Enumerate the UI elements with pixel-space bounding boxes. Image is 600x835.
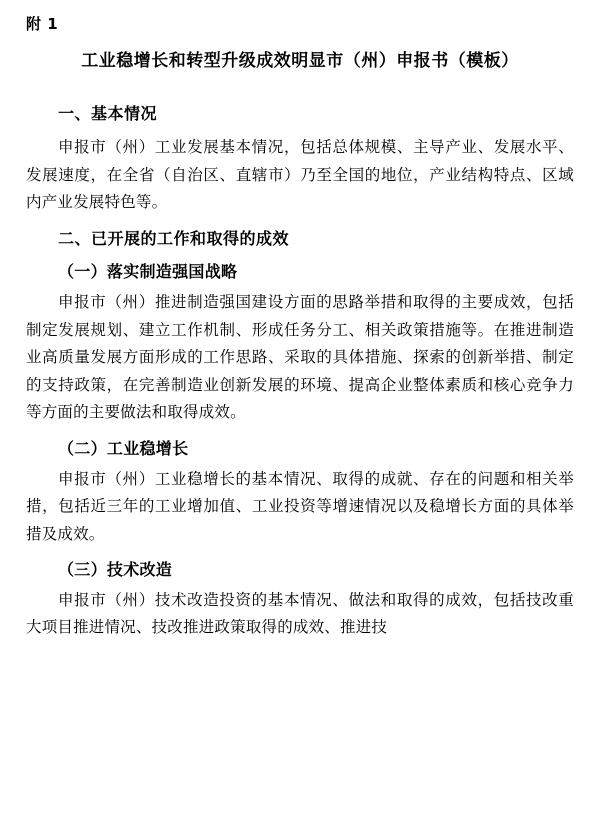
subsection-2-1-paragraph-1: 申报市（州）推进制造强国建设方面的思路举措和取得的主要成效，包括制定发展规划、建立工作机制、形成任务分工、相关政策措施等。在推进制造业高质量发展方面形成的工作思路、采取的具体措施、探索的创新举措、制定的支持政策，在完善制造业创新发展的环境、提高企业整体素质和核心竞争力等方面的主要做法和取得成效。 [26,293,574,422]
section-heading-1: 一、基本情况 [58,103,158,123]
subsection-heading-2-3: （三）技术改造 [58,560,173,580]
document-title: 工业稳增长和转型升级成效明显市（州）申报书（模板） [81,51,519,71]
section-1-paragraph-1: 申报市（州）工业发展基本情况，包括总体规模、主导产业、发展水平、发展速度，在全省（自治区、直辖市）乃至全国的地位，产业结构特点、区域内产业发展特色等。 [26,138,574,212]
subsection-2-2-paragraph-1: 申报市（州）工业稳增长的基本情况、取得的成就、存在的问题和相关举措，包括近三年的工业增加值、工业投资等增速情况以及稳增长方面的具体举措及成效。 [26,469,574,543]
subsection-2-3-paragraph-1: 申报市（州）技术改造投资的基本情况、做法和取得的成效，包括技改重大项目推进情况、技改推进政策取得的成效、推进技 [26,590,574,637]
attachment-label: 附 1 [26,15,59,33]
subsection-heading-2-1: （一）落实制造强国战略 [58,262,238,282]
subsection-heading-2-2: （二）工业稳增长 [58,438,189,458]
section-heading-2: 二、已开展的工作和取得的成效 [58,228,290,248]
